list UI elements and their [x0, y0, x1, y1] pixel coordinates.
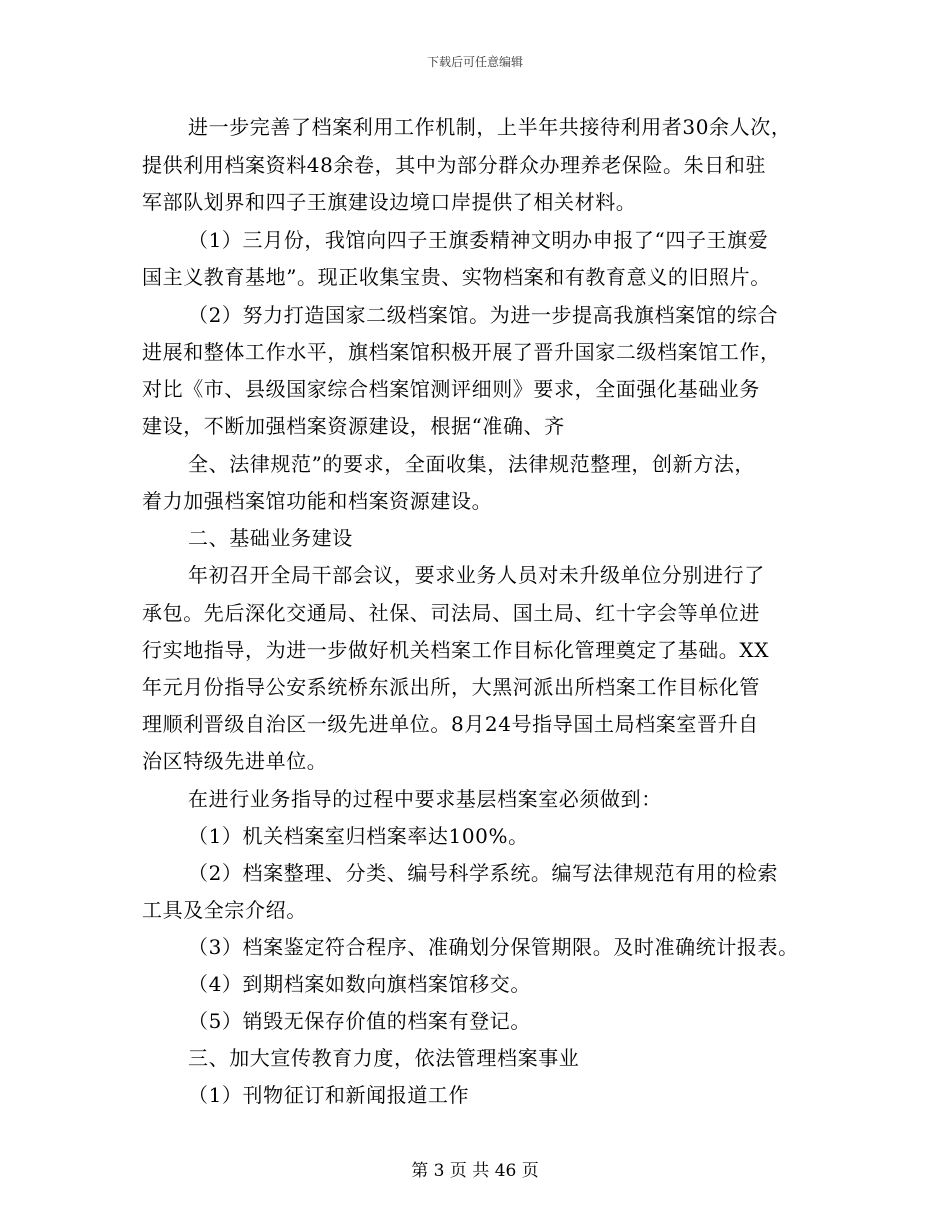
paragraph-line: 承包。先后深化交通局、社保、司法局、国土局、红十字会等单位进: [142, 601, 760, 625]
paragraph-line: 行实地指导，为进一步做好机关档案工作目标化管理奠定了基础。XX: [142, 638, 770, 662]
paragraph-line: （2）努力打造国家二级档案馆。为进一步提高我旗档案馆的综合: [188, 303, 779, 327]
section-heading: 二、基础业务建设: [188, 526, 353, 550]
list-item: （1）刊物征订和新闻报道工作: [188, 1083, 470, 1107]
paragraph-line: 军部队划界和四子王旗建设边境口岸提供了相关材料。: [142, 190, 637, 214]
paragraph-line: 国主义教育基地”。现正收集宝贵、实物档案和有教育意义的旧照片。: [142, 265, 771, 289]
paragraph-line: 进展和整体工作水平，旗档案馆积极开展了晋升国家二级档案馆工作，: [142, 340, 781, 364]
paragraph-line: 理顺利晋级自治区一级先进单位。8月24号指导国土局档案室晋升自: [142, 712, 759, 736]
list-item: （3）档案鉴定符合程序、准确划分保管期限。及时准确统计报表。: [188, 935, 799, 959]
paragraph-line: 进一步完善了档案利用工作机制，上半年共接待利用者30余人次，: [188, 115, 792, 139]
paragraph-line: 全、法律规范”的要求，全面收集，法律规范整理，创新方法，: [188, 452, 756, 476]
paragraph-line: 对比《市、县级国家综合档案馆测评细则》要求，全面强化基础业务: [142, 377, 760, 401]
paragraph-line: 在进行业务指导的过程中要求基层档案室必须做到：: [188, 787, 662, 811]
paragraph-line: （1）三月份，我馆向四子王旗委精神文明办申报了“四子王旗爱: [188, 228, 769, 252]
paragraph-line: 年初召开全局干部会议，要求业务人员对未升级单位分别进行了: [188, 563, 765, 587]
paragraph-line: 提供利用档案资料48余卷，其中为部分群众办理养老保险。朱日和驻: [142, 153, 767, 177]
paragraph-line: 年元月份指导公安系统桥东派出所，大黑河派出所档案工作目标化管: [142, 675, 760, 699]
paragraph-line: 治区特级先进单位。: [142, 749, 328, 773]
section-heading: 三、加大宣传教育力度，依法管理档案事业: [188, 1046, 580, 1070]
list-item: （1）机关档案室归档案率达100%。: [188, 824, 529, 848]
page-number-footer: 第 3 页 共 46 页: [411, 1161, 539, 1181]
paragraph-line: 工具及全宗介绍。: [142, 898, 307, 922]
list-item: （4）到期档案如数向旗档案馆移交。: [188, 972, 531, 996]
paragraph-line: 着力加强档案馆功能和档案资源建设。: [142, 489, 493, 513]
paragraph-line: 建设，不断加强档案资源建设，根据“准确、齐: [142, 414, 565, 438]
page-header: 下载后可任意编辑: [426, 55, 523, 69]
list-item: （5）销毁无保存价值的档案有登记。: [188, 1009, 531, 1033]
list-item: （2）档案整理、分类、编号科学系统。编写法律规范有用的检索: [188, 861, 779, 885]
